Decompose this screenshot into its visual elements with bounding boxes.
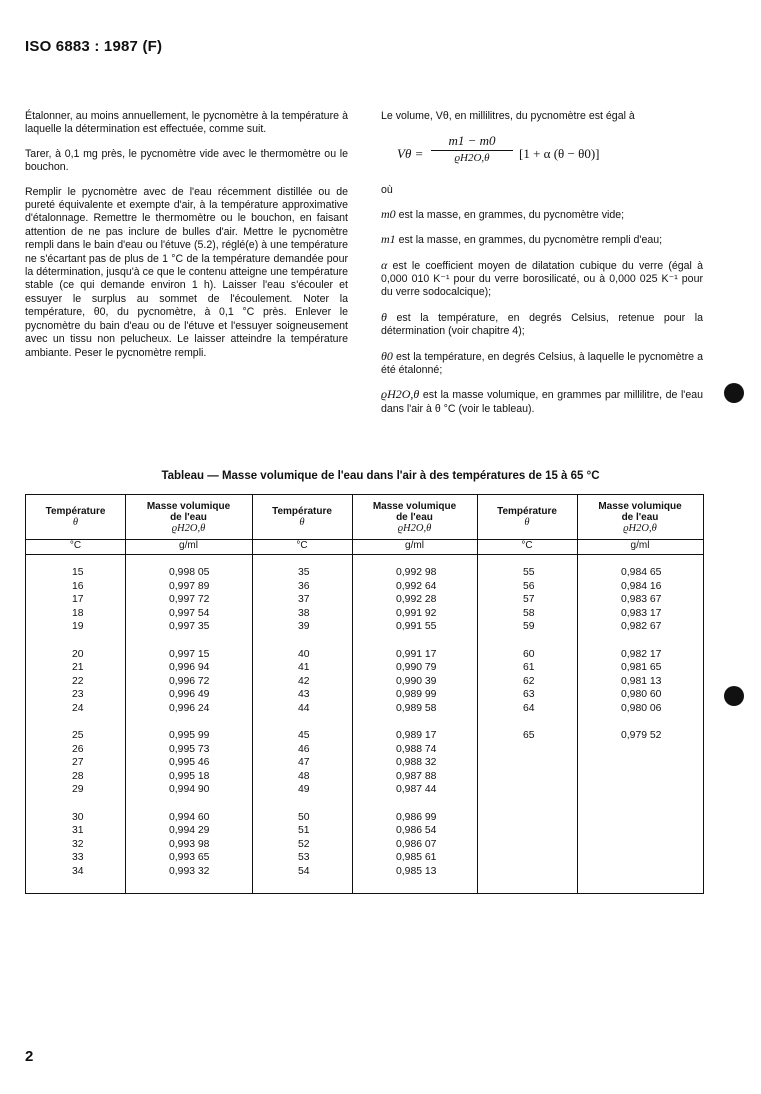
table-cell-temperature: 47 bbox=[298, 757, 310, 768]
volume-formula bbox=[397, 134, 703, 174]
table-cell-density: 0,982 17 bbox=[621, 648, 662, 660]
table-cell-temperature: 42 bbox=[298, 675, 310, 687]
formula-correction: [1 + α (θ − θ0)] bbox=[519, 146, 600, 162]
table-cell-temperature: 49 bbox=[298, 784, 310, 795]
header-temperature-label: Température bbox=[272, 506, 332, 517]
table-cell-temperature: 28 bbox=[72, 770, 84, 782]
volume-intro: Le volume, Vθ, en millilitres, du pycnomètre est égal à bbox=[381, 110, 635, 122]
header-density bbox=[125, 495, 252, 539]
definition-text: est la masse, en grammes, du pycnomètre rempli d'eau; bbox=[395, 234, 663, 247]
definition-symbol: α bbox=[381, 257, 388, 272]
table-cell-temperature: 58 bbox=[523, 607, 535, 619]
table-cell-density: 0,980 60 bbox=[621, 689, 662, 700]
table-column-divider bbox=[125, 495, 126, 893]
table-cell-density: 0,982 67 bbox=[621, 621, 662, 632]
table-cell-temperature: 32 bbox=[72, 838, 84, 850]
definition-item bbox=[381, 388, 703, 416]
calibration-paragraph-2: Tarer, à 0,1 mg près, le pycnomètre vide avec le thermomètre ou le bouchon. bbox=[25, 147, 348, 174]
table-cell-density: 0,987 44 bbox=[396, 784, 437, 795]
table-cell-density: 0,992 28 bbox=[396, 594, 437, 605]
table-cell-density: 0,989 99 bbox=[396, 689, 437, 700]
table-cell-temperature: 44 bbox=[298, 702, 310, 714]
table-cell-density: 0,981 13 bbox=[621, 675, 662, 687]
header-density-label: Masse volumique bbox=[146, 500, 231, 512]
header-density bbox=[352, 495, 477, 539]
table-cell-density: 0,990 79 bbox=[396, 662, 437, 673]
table-cell-temperature: 30 bbox=[72, 811, 84, 823]
table-cell-density: 0,986 54 bbox=[396, 825, 437, 836]
table-cell-temperature: 18 bbox=[72, 607, 84, 619]
definition-symbol: θ bbox=[381, 309, 387, 324]
table-cell-temperature: 63 bbox=[523, 689, 535, 700]
table-cell-temperature: 39 bbox=[298, 621, 310, 632]
header-temperature bbox=[477, 495, 577, 539]
right-column bbox=[381, 110, 703, 427]
calibration-paragraph-3: Remplir le pycnomètre avec de l'eau récemment distillée ou de pureté équivalente et exempte d'air, à la température approximative d'étalonnage. Remettre le thermomètre ou le bouchon, en faisant attention de ne pas inclure de bulles d'air. Mettre le pycnomètre rempli dans le bain d'eau ou l'étuve (5.2), réglé(e) à une température ne s'écartant pas de plus de 1 °C de la température demandée pour la détermination, jusqu'à ce que le contenu atteigne une température stable (ce qui demande environ 1 h). Laisser l'eau s'écouler et essuyer le surplus au sommet de l'écoulement. Noter la température, θ0, du pycnomètre, à 0,1 °C près. Enlever le pycnomètre du bain d'eau ou de l'étuve et l'essuyer soigneusement avec un tissu non pelucheux. Le laisser atteindre la température ambiante. Peser le pycnomètre rempli. bbox=[25, 185, 348, 359]
table-cell-density: 0,993 98 bbox=[169, 838, 210, 850]
header-density-label: Masse volumique bbox=[372, 500, 457, 512]
table-cell-temperature: 35 bbox=[298, 567, 310, 578]
table-cell-temperature: 38 bbox=[298, 607, 310, 619]
table-cell-density: 0,994 90 bbox=[169, 784, 210, 795]
table-cell-temperature: 51 bbox=[298, 825, 310, 836]
table-cell-temperature: 48 bbox=[298, 770, 310, 782]
table-cell-temperature: 19 bbox=[72, 621, 84, 632]
table-cell-temperature: 54 bbox=[298, 865, 310, 877]
formula-fraction bbox=[431, 134, 513, 165]
definition-text: est la masse volumique, en grammes par millilitre, de l'eau dans l'air à θ °C (voir le tableau). bbox=[381, 389, 703, 415]
definition-symbol: m0 bbox=[381, 206, 396, 221]
header-temperature-symbol: θ bbox=[524, 517, 530, 528]
table-cell-temperature: 26 bbox=[72, 743, 84, 755]
table-column-divider bbox=[352, 495, 353, 893]
definition-text: est le coefficient moyen de dilatation cubique du verre (égal à 0,000 010 K⁻¹ pour du verre borosilicaté, ou à 0,000 025 K⁻¹ pour du verre sodocalcique); bbox=[381, 259, 703, 299]
table-cell-temperature: 52 bbox=[298, 838, 310, 850]
unit-density: g/ml bbox=[405, 540, 424, 551]
table-cell-density: 0,994 60 bbox=[169, 811, 210, 823]
table-cell-temperature: 22 bbox=[72, 675, 84, 687]
header-density-symbol: ϱH2O,θ bbox=[171, 522, 206, 534]
table-cell-temperature: 25 bbox=[72, 730, 84, 741]
table-cell-temperature: 40 bbox=[298, 648, 310, 660]
definition-item bbox=[381, 208, 703, 222]
table-cell-density: 0,997 15 bbox=[169, 648, 210, 660]
table-cell-density: 0,992 64 bbox=[396, 580, 437, 592]
table-column-divider bbox=[477, 495, 478, 893]
table-cell-temperature: 37 bbox=[298, 594, 310, 605]
table-cell-temperature: 20 bbox=[72, 648, 84, 660]
table-cell-density: 0,992 98 bbox=[396, 567, 437, 578]
table-cell-temperature: 36 bbox=[298, 580, 310, 592]
definition-item bbox=[381, 311, 703, 339]
table-cell-density: 0,991 17 bbox=[396, 648, 437, 660]
header-density-label: de l'eau bbox=[621, 511, 659, 523]
table-cell-temperature: 43 bbox=[298, 689, 310, 700]
table-cell-density: 0,993 65 bbox=[169, 852, 210, 863]
header-temperature-symbol: θ bbox=[299, 517, 305, 528]
table-cell-density: 0,998 05 bbox=[169, 567, 210, 578]
definition-text: est la température, en degrés Celsius, à laquelle le pycnomètre a été étalonné; bbox=[381, 350, 703, 377]
table-cell-temperature: 55 bbox=[523, 567, 535, 578]
table-cell-temperature: 21 bbox=[72, 662, 84, 673]
table-cell-density: 0,997 54 bbox=[169, 607, 210, 619]
table-cell-temperature: 16 bbox=[72, 580, 84, 592]
table-cell-density: 0,996 49 bbox=[169, 689, 210, 700]
table-cell-temperature: 45 bbox=[298, 730, 310, 741]
table-cell-temperature: 29 bbox=[72, 784, 84, 795]
definition-symbol: θ0 bbox=[381, 348, 393, 363]
table-cell-density: 0,991 92 bbox=[396, 607, 437, 619]
table-cell-density: 0,994 29 bbox=[169, 825, 210, 836]
table-cell-density: 0,995 73 bbox=[169, 743, 210, 755]
table-cell-temperature: 59 bbox=[523, 621, 535, 632]
table-cell-density: 0,988 32 bbox=[396, 757, 437, 768]
table-cell-density: 0,995 18 bbox=[169, 770, 210, 782]
table-cell-density: 0,985 61 bbox=[396, 852, 437, 863]
table-cell-temperature: 56 bbox=[523, 580, 535, 592]
table-cell-temperature: 34 bbox=[72, 865, 84, 877]
table-rule bbox=[26, 554, 703, 555]
header-density-label: Masse volumique bbox=[598, 500, 682, 512]
table-cell-density: 0,990 39 bbox=[396, 675, 437, 687]
table-cell-density: 0,991 55 bbox=[396, 621, 437, 632]
header-density-label: de l'eau bbox=[170, 511, 207, 523]
table-cell-density: 0,981 65 bbox=[621, 662, 662, 673]
definitions-list bbox=[381, 208, 703, 416]
formula-denominator: ϱH2O,θ bbox=[454, 151, 490, 164]
unit-temperature: °C bbox=[69, 540, 82, 551]
calibration-paragraph-1: Étalonner, au moins annuellement, le pycnomètre à la température à laquelle la détermination est effectuée, comme suit. bbox=[25, 110, 348, 136]
unit-temperature: °C bbox=[296, 540, 308, 551]
header-density-symbol: ϱH2O,θ bbox=[397, 522, 432, 534]
header-density-symbol: ϱH2O,θ bbox=[623, 522, 657, 534]
definition-symbol: m1 bbox=[381, 232, 396, 247]
page-number: 2 bbox=[25, 1048, 34, 1065]
table-cell-temperature: 15 bbox=[72, 567, 84, 578]
definition-text: est la masse, en grammes, du pycnomètre vide; bbox=[395, 208, 625, 221]
table-cell-density: 0,997 35 bbox=[169, 621, 210, 632]
definition-item bbox=[381, 259, 703, 300]
header-temperature-label: Température bbox=[45, 506, 106, 517]
table-cell-density: 0,988 74 bbox=[396, 743, 437, 755]
where-label: où bbox=[381, 184, 393, 197]
table-cell-density: 0,995 46 bbox=[169, 757, 210, 768]
margin-marker-dot bbox=[724, 383, 744, 403]
definition-item bbox=[381, 233, 703, 247]
table-cell-temperature: 41 bbox=[298, 662, 310, 673]
table-cell-density: 0,993 32 bbox=[169, 865, 210, 877]
water-density-table bbox=[25, 494, 704, 894]
definition-symbol: ϱH2O,θ bbox=[381, 387, 420, 402]
table-cell-density: 0,985 13 bbox=[396, 865, 437, 877]
table-cell-density: 0,986 07 bbox=[396, 838, 437, 850]
table-cell-density: 0,979 52 bbox=[621, 730, 662, 741]
unit-temperature: °C bbox=[521, 540, 533, 551]
table-cell-density: 0,989 17 bbox=[396, 730, 437, 741]
table-cell-density: 0,984 65 bbox=[621, 567, 662, 578]
table-cell-density: 0,996 94 bbox=[169, 662, 210, 673]
formula-lhs: Vθ = bbox=[397, 146, 424, 162]
table-cell-temperature: 57 bbox=[523, 594, 535, 605]
margin-marker-dot bbox=[724, 686, 744, 706]
table-cell-density: 0,980 06 bbox=[621, 702, 662, 714]
header-density bbox=[577, 495, 703, 539]
table-cell-temperature: 60 bbox=[523, 648, 535, 660]
table-cell-temperature: 53 bbox=[298, 852, 310, 863]
table-cell-density: 0,996 24 bbox=[169, 702, 210, 714]
definition-item bbox=[381, 350, 703, 378]
table-column-divider bbox=[252, 495, 253, 893]
table-cell-density: 0,987 88 bbox=[396, 770, 437, 782]
unit-density: g/ml bbox=[630, 540, 650, 551]
table-cell-density: 0,997 89 bbox=[169, 580, 210, 592]
table-cell-density: 0,983 17 bbox=[621, 607, 662, 619]
table-cell-temperature: 31 bbox=[72, 825, 84, 836]
table-cell-temperature: 61 bbox=[523, 662, 535, 673]
left-column bbox=[25, 110, 348, 371]
table-cell-temperature: 33 bbox=[72, 852, 84, 863]
header-temperature-label: Température bbox=[497, 506, 557, 517]
table-caption: Tableau — Masse volumique de l'eau dans l'air à des températures de 15 à 65 °C bbox=[161, 470, 600, 482]
header-temperature-symbol: θ bbox=[72, 517, 79, 528]
table-cell-temperature: 64 bbox=[523, 702, 535, 714]
table-cell-temperature: 50 bbox=[298, 811, 310, 823]
header-temperature bbox=[26, 495, 125, 539]
table-cell-temperature: 17 bbox=[72, 594, 84, 605]
table-cell-density: 0,996 72 bbox=[169, 675, 210, 687]
table-column-divider bbox=[577, 495, 578, 893]
table-cell-density: 0,997 72 bbox=[169, 594, 210, 605]
header-density-label: de l'eau bbox=[396, 511, 433, 523]
definition-text: est la température, en degrés Celsius, retenue pour la détermination (voir chapitre 4); bbox=[381, 311, 703, 338]
table-cell-temperature: 23 bbox=[72, 689, 84, 700]
table-cell-temperature: 65 bbox=[523, 730, 535, 741]
header-temperature bbox=[252, 495, 352, 539]
table-cell-temperature: 24 bbox=[72, 702, 84, 714]
document-header: ISO 6883 : 1987 (F) bbox=[25, 38, 163, 55]
table-cell-temperature: 27 bbox=[72, 757, 84, 768]
formula-numerator: m1 − m0 bbox=[431, 134, 513, 150]
table-cell-temperature: 62 bbox=[523, 675, 535, 687]
table-cell-density: 0,983 67 bbox=[621, 594, 662, 605]
unit-density: g/ml bbox=[179, 540, 198, 551]
table-cell-temperature: 46 bbox=[298, 743, 310, 755]
table-cell-density: 0,984 16 bbox=[621, 580, 662, 592]
table-cell-density: 0,986 99 bbox=[396, 811, 437, 823]
table-cell-density: 0,989 58 bbox=[396, 702, 437, 714]
table-cell-density: 0,995 99 bbox=[169, 730, 210, 741]
